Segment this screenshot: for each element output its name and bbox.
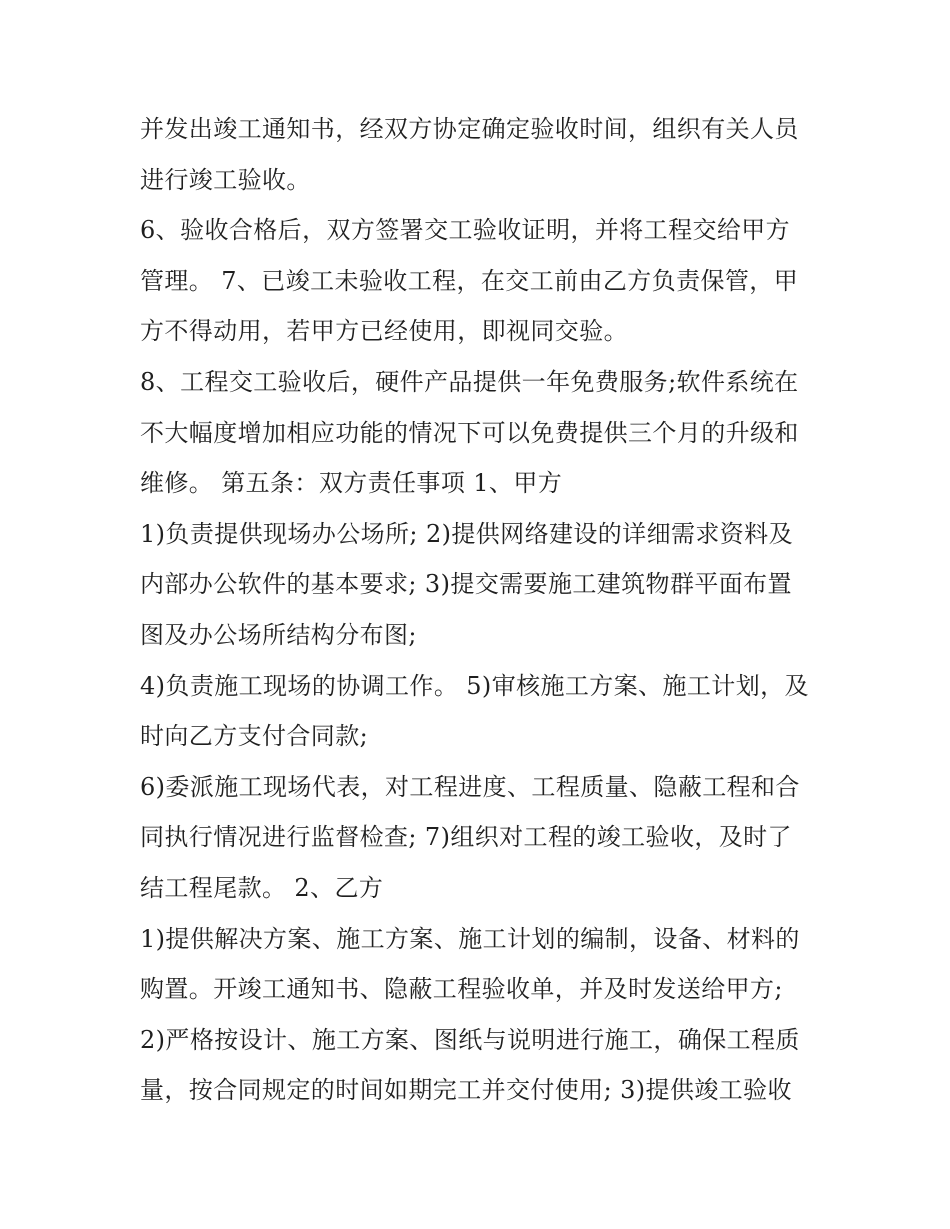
- text-line: 维修。 第五条：双方责任事项 1、甲方: [140, 469, 563, 498]
- text-line: 并发出竣工通知书，经双方协定确定验收时间，组织有关人员: [140, 115, 799, 143]
- text-line: 8、工程交工验收后，硬件产品提供一年免费服务;软件系统在: [140, 367, 799, 396]
- text-line: 同执行情况进行监督检查; 7)组织对工程的竣工验收，及时了: [140, 823, 792, 852]
- text-line: 2)严格按设计、施工方案、图纸与说明进行施工，确保工程质: [140, 1025, 800, 1054]
- text-line: 1)负责提供现场办公场所; 2)提供网络建设的详细需求资料及: [140, 519, 793, 548]
- text-line: 图及办公场所结构分布图;: [140, 620, 417, 649]
- text-line: 4)负责施工现场的协调工作。 5)审核施工方案、施工计划，及: [140, 671, 809, 700]
- text-line: 6)委派施工现场代表，对工程进度、工程质量、隐蔽工程和合: [140, 772, 800, 801]
- text-line: 管理。 7、已竣工未验收工程，在交工前由乙方负责保管，甲: [140, 266, 799, 295]
- document-body: [140, 104, 820, 1116]
- text-line: 6、验收合格后，双方签署交工验收证明，并将工程交给甲方: [140, 216, 791, 245]
- text-line: 不大幅度增加相应功能的情况下可以免费提供三个月的升级和: [140, 418, 799, 447]
- text-line: 内部办公软件的基本要求; 3)提交需要施工建筑物群平面布置: [140, 570, 792, 599]
- text-line: 结工程尾款。 2、乙方: [140, 873, 384, 902]
- text-line: 1)提供解决方案、施工方案、施工计划的编制，设备、材料的: [140, 924, 800, 953]
- text-line: 方不得动用，若甲方已经使用，即视同交验。: [140, 317, 628, 346]
- text-line: 时向乙方支付合同款;: [140, 722, 369, 751]
- text-line: 进行竣工验收。: [140, 165, 311, 194]
- text-line: 量，按合同规定的时间如期完工并交付使用; 3)提供竣工验收: [140, 1076, 792, 1105]
- text-line: 购置。开竣工通知书、隐蔽工程验收单，并及时发送给甲方;: [140, 975, 783, 1004]
